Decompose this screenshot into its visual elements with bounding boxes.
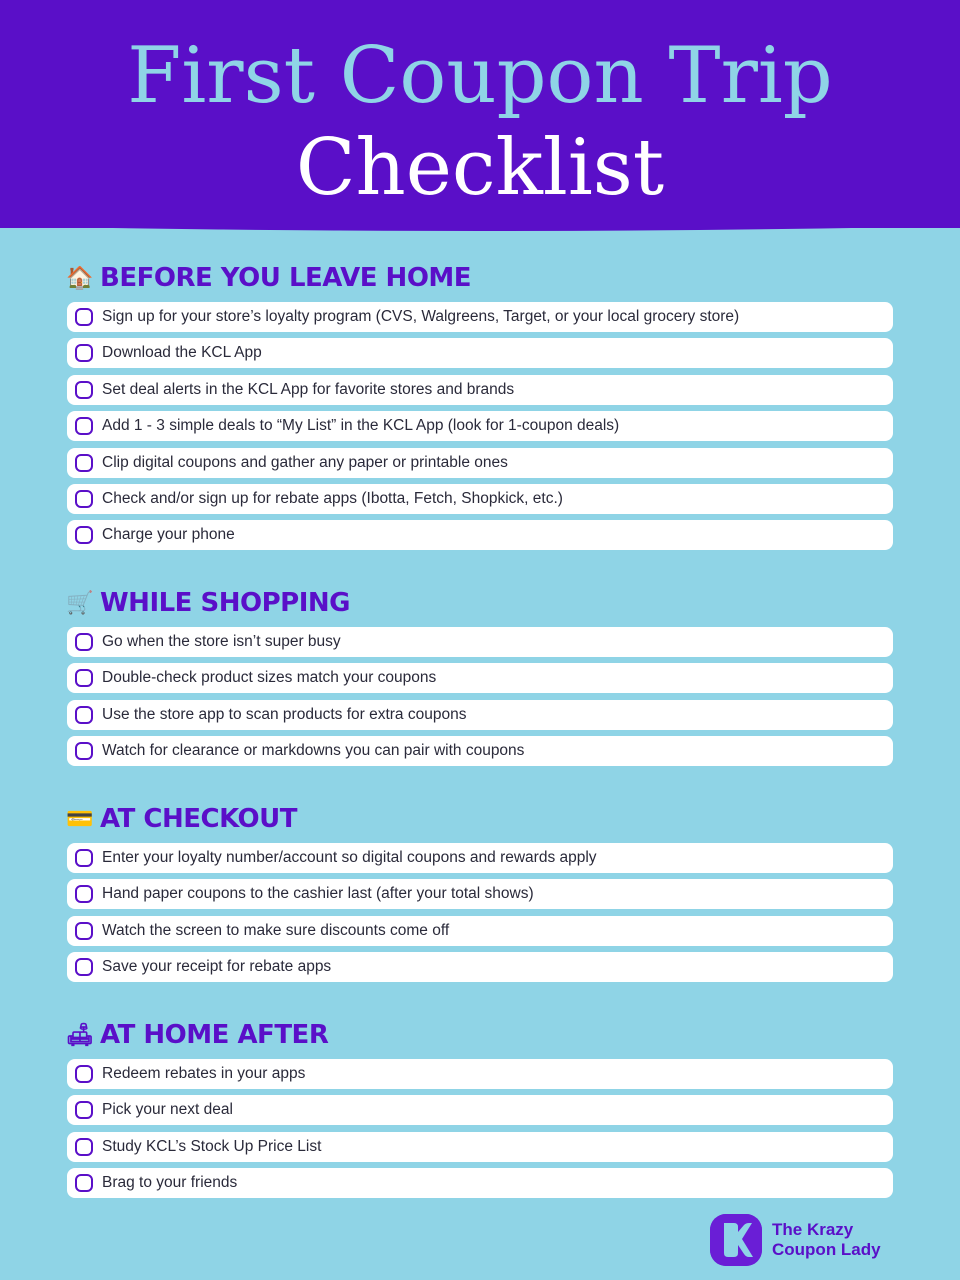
section-heading-at-checkout	[66, 802, 297, 836]
checklist-item[interactable]	[67, 1059, 893, 1089]
section-title: WHILE SHOPPING	[100, 588, 350, 618]
logo-line2: Coupon Lady	[772, 1240, 881, 1259]
checklist-item[interactable]	[67, 411, 893, 441]
section-title: AT CHECKOUT	[100, 804, 298, 834]
checklist-item-label: Clip digital coupons and gather any paper or printable ones	[102, 454, 508, 471]
checkbox[interactable]	[75, 526, 93, 544]
checklist-item[interactable]	[67, 916, 893, 946]
checkbox[interactable]	[75, 849, 93, 867]
checklist-item-label: Save your receipt for rebate apps	[102, 958, 332, 975]
checklist-item-label: Check and/or sign up for rebate apps (Ibotta, Fetch, Shopkick, etc.)	[102, 490, 563, 507]
krazy-coupon-lady-logo-icon	[710, 1214, 762, 1266]
checklist-item[interactable]	[67, 375, 893, 405]
page-title-line2: Checklist	[295, 123, 665, 213]
section-title: BEFORE YOU LEAVE HOME	[100, 263, 472, 293]
checkbox[interactable]	[75, 1065, 93, 1083]
section-heading-before-you-leave-home	[66, 261, 471, 295]
couch-icon: 🛋	[66, 1022, 94, 1048]
section-heading-while-shopping	[66, 586, 350, 620]
checklist-item-label: Watch for clearance or markdowns you can pair with coupons	[102, 742, 525, 759]
checklist-item[interactable]	[67, 879, 893, 909]
checkbox[interactable]	[75, 490, 93, 508]
checkbox[interactable]	[75, 344, 93, 362]
checkbox[interactable]	[75, 308, 93, 326]
section-heading-at-home-after	[66, 1018, 328, 1052]
checklist-item-label: Hand paper coupons to the cashier last (after your total shows)	[102, 885, 534, 902]
checklist-item[interactable]	[67, 843, 893, 873]
checklist-item[interactable]	[67, 700, 893, 730]
checklist-item-label: Download the KCL App	[102, 344, 262, 361]
checkbox[interactable]	[75, 706, 93, 724]
checklist-item-label: Redeem rebates in your apps	[102, 1065, 306, 1082]
checkbox[interactable]	[75, 1138, 93, 1156]
checklist-item-label: Pick your next deal	[102, 1101, 233, 1118]
checkbox[interactable]	[75, 381, 93, 399]
checklist-item-label: Brag to your friends	[102, 1174, 238, 1191]
checklist-item[interactable]	[67, 302, 893, 332]
checklist-item-label: Add 1 - 3 simple deals to “My List” in the KCL App (look for 1-coupon deals)	[102, 417, 620, 434]
checkbox[interactable]	[75, 633, 93, 651]
section-title: AT HOME AFTER	[100, 1020, 329, 1050]
checklist-item[interactable]	[67, 1095, 893, 1125]
checklist-item[interactable]	[67, 736, 893, 766]
checklist-item[interactable]	[67, 1132, 893, 1162]
checklist-item-label: Charge your phone	[102, 526, 235, 543]
brand-logo	[710, 1214, 881, 1266]
checkbox[interactable]	[75, 454, 93, 472]
logo-line1: The Krazy	[772, 1220, 854, 1239]
checklist-item-label: Study KCL’s Stock Up Price List	[102, 1138, 322, 1155]
checklist-item[interactable]	[67, 627, 893, 657]
checkbox[interactable]	[75, 1174, 93, 1192]
checklist-item[interactable]	[67, 952, 893, 982]
checkbox[interactable]	[75, 885, 93, 903]
checkbox[interactable]	[75, 669, 93, 687]
checklist-item-label: Double-check product sizes match your coupons	[102, 669, 437, 686]
page-title-line1: First Coupon Trip	[127, 31, 833, 121]
checklist-item[interactable]	[67, 338, 893, 368]
checklist-item-label: Go when the store isn’t super busy	[102, 633, 341, 650]
checklist-item[interactable]	[67, 520, 893, 550]
logo-text	[772, 1220, 881, 1260]
checklist-item-label: Use the store app to scan products for extra coupons	[102, 706, 467, 723]
checkbox[interactable]	[75, 742, 93, 760]
checklist-item[interactable]	[67, 448, 893, 478]
checkbox[interactable]	[75, 922, 93, 940]
checklist-item[interactable]	[67, 663, 893, 693]
checklist-item-label: Set deal alerts in the KCL App for favorite stores and brands	[102, 381, 515, 398]
checklist-item-label: Watch the screen to make sure discounts come off	[102, 922, 450, 939]
checkbox[interactable]	[75, 958, 93, 976]
shopping-cart-icon: 🛒	[66, 590, 93, 616]
checklist-item[interactable]	[67, 1168, 893, 1198]
checkbox[interactable]	[75, 1101, 93, 1119]
credit-card-icon: 💳	[66, 806, 93, 832]
checklist-item[interactable]	[67, 484, 893, 514]
house-icon: 🏠	[66, 265, 93, 291]
checklist-item-label: Sign up for your store’s loyalty program (CVS, Walgreens, Target, or your local grocery store)	[102, 308, 740, 325]
checkbox[interactable]	[75, 417, 93, 435]
checklist-item-label: Enter your loyalty number/account so digital coupons and rewards apply	[102, 849, 597, 866]
